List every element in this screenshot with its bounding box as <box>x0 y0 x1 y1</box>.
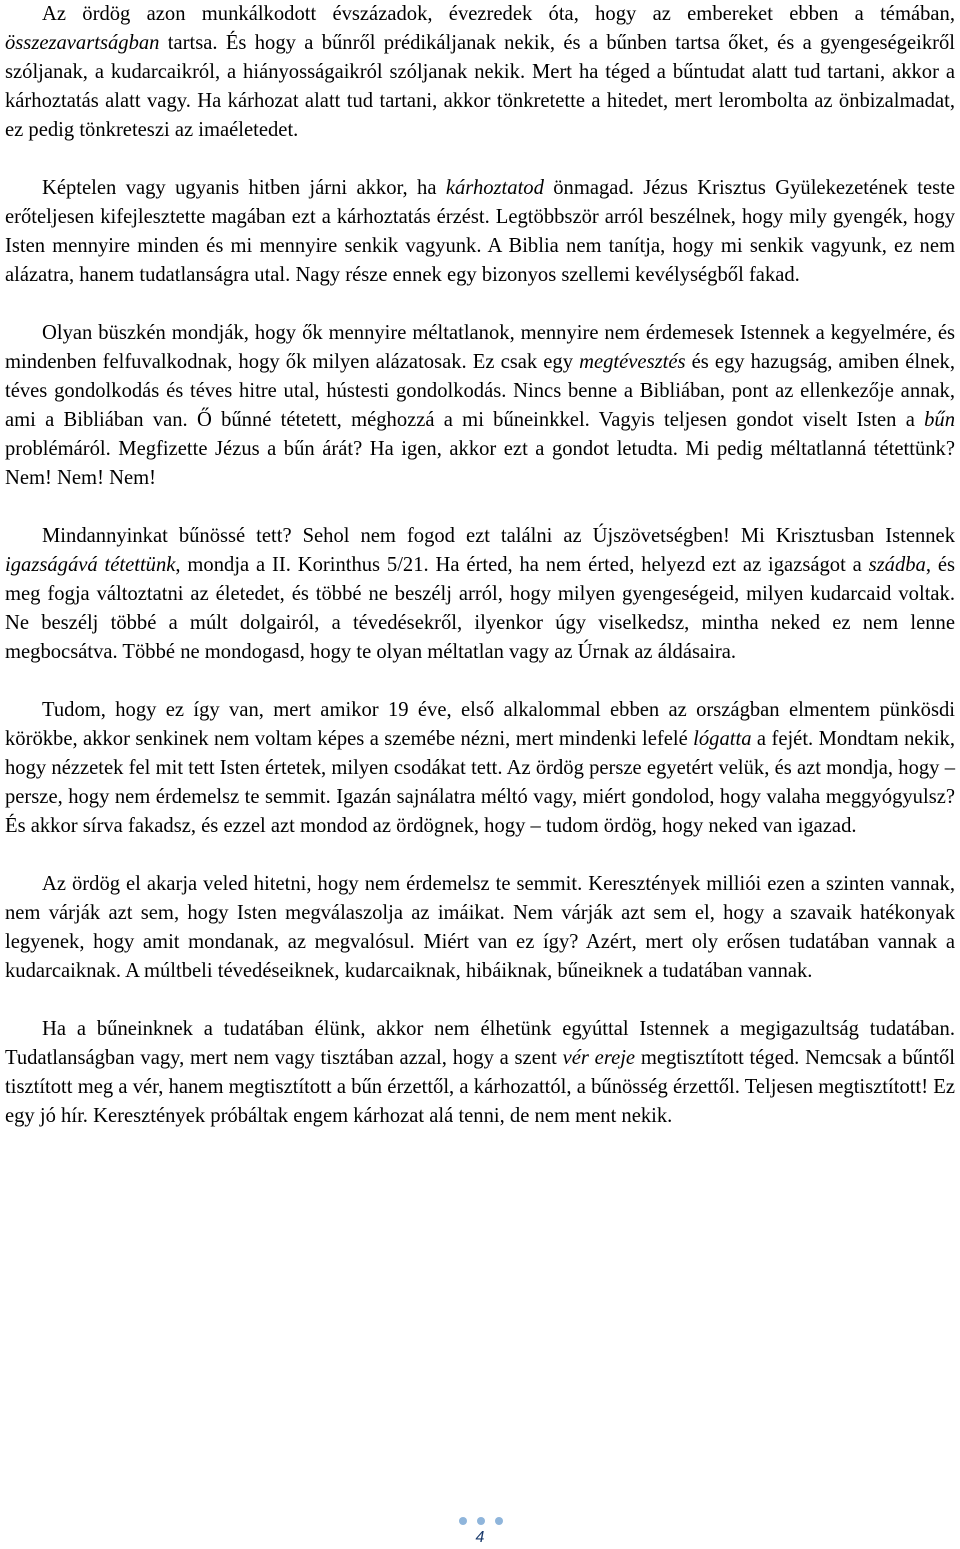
paragraph-6 <box>5 870 955 986</box>
text-run: megtisztított téged. Nemcsak a bűntől tisztított meg a vér, hanem megtisztított a bűn érzettől, a kárhozattól, a bűnösség érzettől. Teljesen megtisztított! Ez egy jó hír. Keresztények próbáltak engem kárhozat alá tenni, de nem ment nekik. <box>5 1047 955 1127</box>
italic-emphasis: igazságává tétettünk <box>5 554 176 576</box>
text-run: tartsa. És hogy a bűnről prédikáljanak nekik, és a bűnben tartsa őket, és a gyengeségeikről szóljanak, a kudarcaikról, a hiányosságaikról szóljanak nekik. Mert ha téged a bűntudat alatt tud tartani, akkor a kárhoztatás alatt vagy. Ha kárhozat alatt tud tartani, akkor tönkretette a hitedet, mert lerombolta az önbizalmadat, ez pedig tönkreteszi az imaéletedet. <box>5 32 955 141</box>
italic-emphasis: lógatta <box>693 728 752 750</box>
italic-emphasis: kárhoztatod <box>445 177 544 199</box>
italic-emphasis: összezavartságban <box>5 32 160 54</box>
paragraph-5 <box>5 696 955 841</box>
italic-emphasis: vér ereje <box>562 1047 636 1069</box>
footer-dot <box>477 1517 485 1525</box>
text-run: Az ördög azon munkálkodott évszázadok, évezredek óta, hogy az embereket ebben a témában, <box>42 3 955 25</box>
text-run: Ha a bűneinknek a tudatában élünk, akkor nem élhetünk egyúttal Istennek a megigazultság tudatában. Tudatlanságban vagy, mert nem vagy tisztában azzal, hogy a szent <box>5 1018 955 1069</box>
footer-dot <box>459 1517 467 1525</box>
text-run: és egy hazugság, amiben élnek, téves gondolkodás és téves hitre utal, hústesti gondolkodás. Nincs benne a Bibliában, pont az ellenkezője annak, ami a Bibliában van. Ő bűnné tétetett, méghozzá a mi bűneinkkel. Vagyis teljesen gondot viselt Isten a <box>5 351 955 431</box>
text-run: Tudom, hogy ez így van, mert amikor 19 éve, első alkalommal ebben az országban elmentem pünkösdi körökbe, akkor senkinek nem voltam képes a szemébe nézni, mert mindenki lefelé <box>5 699 955 750</box>
paragraph-7 <box>5 1015 955 1131</box>
italic-emphasis: szádba <box>868 554 926 576</box>
italic-emphasis: megtévesztés <box>579 351 686 373</box>
page-number: 4 <box>475 1529 485 1546</box>
text-run: , mondja a II. Korinthus 5/21. Ha érted, ha nem érted, helyezd ezt az igazságot a <box>175 554 869 576</box>
paragraph-3 <box>5 319 955 493</box>
text-run: Az ördög el akarja veled hitetni, hogy nem érdemelsz te semmit. Keresztények milliói ezen a szinten vannak, nem várják azt sem, hogy Isten megválaszolja az imáikat. Nem várják azt sem el, hogy a szavaik hatékonyak legyenek, hogy amit mondanak, az megvalósul. Miért van ez így? Azért, mert oly erősen tudatában vannak a kudarcaiknak. A múltbeli tévedéseiknek, kudarcaiknak, hibáiknak, bűneiknek a tudatában vannak. <box>5 873 955 982</box>
document-body <box>5 0 955 1160</box>
text-run: önmagad. Jézus Krisztus Gyülekezetének teste erőteljesen kifejlesztette magában ezt a kárhoztatás érzést. Legtöbbször arról beszélnek, hogy mily gyengék, hogy Isten mennyire minden és mi mennyire senkik vagyunk. A Biblia nem tanítja, hogy mi senkik vagyunk, ez nem alázatra, hanem tudatlanságra utal. Nagy része ennek egy bizonyos szellemi kevélységből fakad. <box>5 177 955 286</box>
italic-emphasis: bűn <box>924 409 955 431</box>
page-footer <box>0 1516 960 1549</box>
paragraph-2 <box>5 174 955 290</box>
footer-ornament <box>459 1516 503 1526</box>
text-run: Olyan büszkén mondják, hogy ők mennyire méltatlanok, mennyire nem érdemesek Istennek a kegyelmére, és mindenben felfuvalkodnak, hogy ők milyen alázatosak. Ez csak egy <box>5 322 955 373</box>
text-run: , és meg fogja változtatni az életedet, és többé ne beszélj arról, hogy milyen gyengeségeid, milyen kudarcaid voltak. Ne beszélj többé a múlt dolgairól, a tévedésekről, ilyenkor úgy viselkedsz, mintha neked ez nem lenne megbocsátva. Többé ne mondogasd, hogy te olyan méltatlan vagy az Úrnak az áldásaira. <box>5 554 956 663</box>
text-run: Mindannyinkat bűnössé tett? Sehol nem fogod ezt találni az Újszövetségben! Mi Krisztusban Istennek <box>42 525 955 547</box>
text-run: Képtelen vagy ugyanis hitben járni akkor, ha <box>42 177 446 199</box>
footer-dot <box>495 1517 503 1525</box>
text-run: a fejét. Mondtam nekik, hogy nézzetek fel mit tett Isten értetek, milyen csodákat tett. Az ördög persze egyetért velük, és azt mondja, hogy – persze, hogy nem érdemelsz te semmit. Igazán sajnálatra méltó vagy, miért gondolod, hogy valaha meggyógyulsz? És akkor sírva fakadsz, és ezzel azt mondod az ördögnek, hogy – tudom ördög, hogy neked van igazad. <box>5 728 955 837</box>
paragraph-4 <box>5 522 955 667</box>
paragraph-1 <box>5 0 955 145</box>
text-run: problémáról. Megfizette Jézus a bűn árát? Ha igen, akkor ezt a gondot letudta. Mi pedig méltatlanná tétettünk? Nem! Nem! Nem! <box>5 438 955 489</box>
